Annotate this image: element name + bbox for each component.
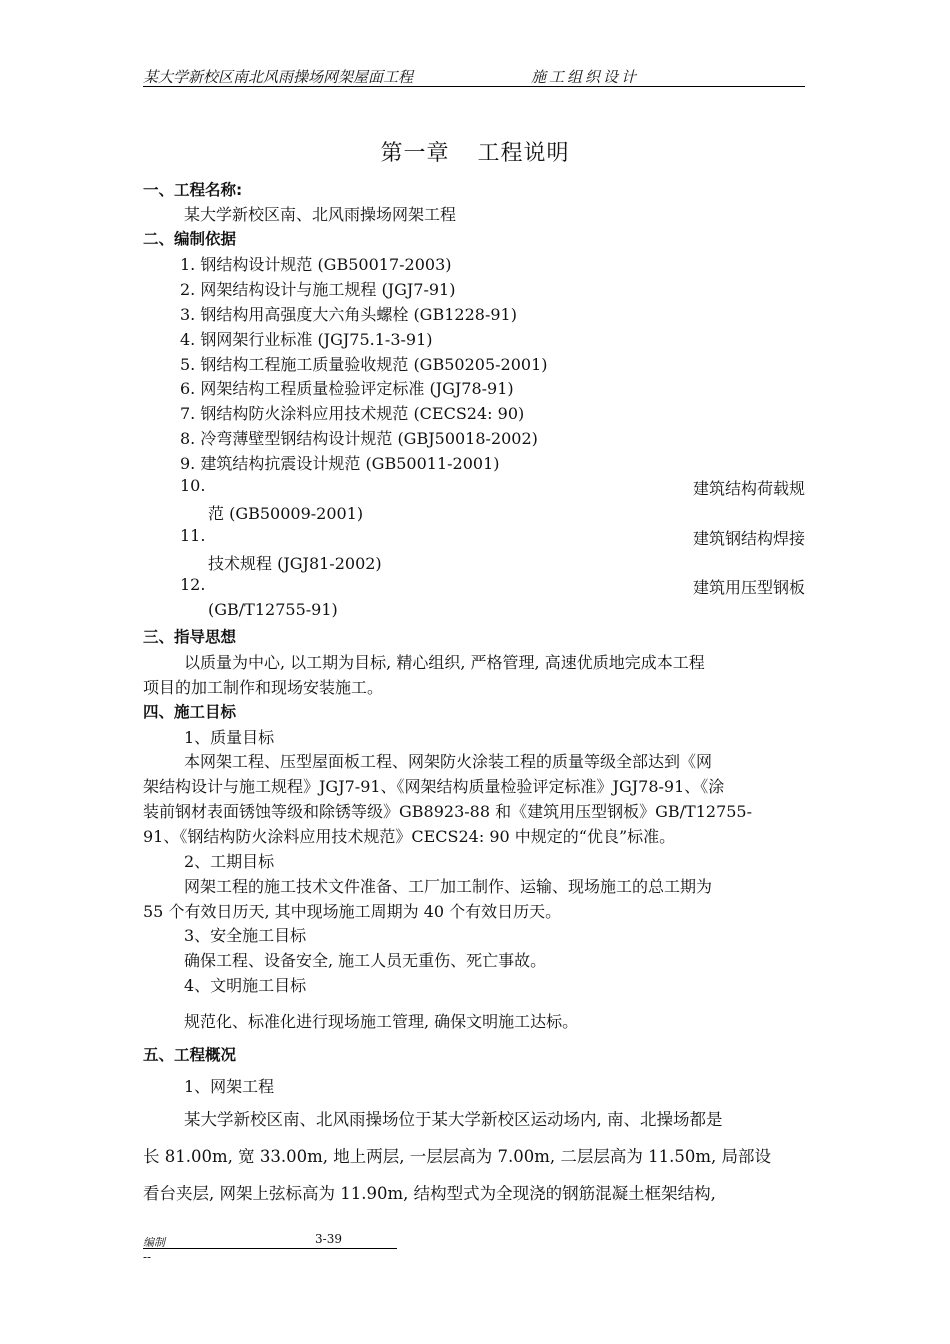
schedule-goal-line2: 55 个有效日历天, 其中现场施工周期为 40 个有效日历天。 xyxy=(143,902,562,921)
basis-item: 5. 钢结构工程施工质量验收规范 (GB50205-2001) xyxy=(180,355,548,374)
basis-item-11-number: 11. xyxy=(180,526,206,545)
basis-item-11-text: 建筑钢结构焊接 xyxy=(692,529,805,548)
page-header xyxy=(143,64,805,87)
overview-line1: 某大学新校区南、北风雨操场位于某大学新校区运动场内, 南、北操场都是 xyxy=(184,1110,723,1129)
basis-item: 3. 钢结构用高强度大六角头螺栓 (GB1228-91) xyxy=(180,305,517,324)
basis-item: 6. 网架结构工程质量检验评定标准 (JGJ78-91) xyxy=(180,379,514,398)
safety-goal-line1: 确保工程、设备安全, 施工人员无重伤、死亡事故。 xyxy=(184,951,547,970)
basis-item-10-text: 建筑结构荷载规 xyxy=(692,479,805,498)
basis-item-11-cont: 技术规程 (JGJ81-2002) xyxy=(208,554,382,573)
quality-goal-line3: 装前钢材表面锈蚀等级和除锈等级》GB8923-88 和《建筑用压型钢板》GB/T12755- xyxy=(143,802,753,821)
basis-item: 4. 钢网架行业标准 (JGJ75.1-3-91) xyxy=(180,330,433,349)
basis-item-12-cont: (GB/T12755-91) xyxy=(208,600,338,619)
section-heading-goals: 四、施工目标 xyxy=(143,703,237,721)
safety-goal-title: 3、安全施工目标 xyxy=(184,926,307,945)
quality-goal-line1: 本网架工程、压型屋面板工程、网架防火涂装工程的质量等级全部达到《网 xyxy=(184,752,713,771)
basis-item-12-number: 12. xyxy=(180,575,206,594)
civil-goal-title: 4、文明施工目标 xyxy=(184,976,307,995)
basis-item: 8. 冷弯薄壁型钢结构设计规范 (GBJ50018-2002) xyxy=(180,429,538,448)
basis-item-10-number: 10. xyxy=(180,476,206,495)
quality-goal-title: 1、质量目标 xyxy=(184,728,275,747)
footer-dash: -- xyxy=(143,1250,152,1264)
schedule-goal-title: 2、工期目标 xyxy=(184,852,275,871)
basis-item-10-cont: 范 (GB50009-2001) xyxy=(208,504,364,523)
header-project-title: 某大学新校区南北风雨操场网架屋面工程 xyxy=(143,68,414,86)
basis-item: 7. 钢结构防火涂料应用技术规范 (CECS24: 90) xyxy=(180,404,525,423)
guiding-text-line1: 以质量为中心, 以工期为目标, 精心组织, 严格管理, 高速优质地完成本工程 xyxy=(184,653,705,672)
section-heading-overview: 五、工程概况 xyxy=(143,1046,237,1064)
chapter-number: 第一章 xyxy=(380,141,450,166)
quality-goal-line4: 91、《钢结构防火涂料应用技术规范》CECS24: 90 中规定的“优良”标准。 xyxy=(143,827,676,846)
basis-item-12-text: 建筑用压型钢板 xyxy=(692,578,805,597)
civil-goal-line1: 规范化、标准化进行现场施工管理, 确保文明施工达标。 xyxy=(184,1012,579,1031)
header-doc-title: 施工组织设计 xyxy=(531,68,640,86)
page-number: 3-39 xyxy=(315,1232,342,1246)
overview-line3: 看台夹层, 网架上弦标高为 11.90m, 结构型式为全现浇的钢筋混凝土框架结构, xyxy=(143,1184,716,1203)
schedule-goal-line1: 网架工程的施工技术文件准备、工厂加工制作、运输、现场施工的总工期为 xyxy=(184,877,713,896)
guiding-text-line2: 项目的加工制作和现场安装施工。 xyxy=(143,678,384,697)
basis-item: 1. 钢结构设计规范 (GB50017-2003) xyxy=(180,255,452,274)
basis-item: 9. 建筑结构抗震设计规范 (GB50011-2001) xyxy=(180,454,500,473)
section-heading-basis: 二、编制依据 xyxy=(143,230,237,248)
chapter-title xyxy=(0,136,950,167)
overview-line2: 长 81.00m, 宽 33.00m, 地上两层, 一层层高为 7.00m, 二层层高为 11.50m, 局部设 xyxy=(143,1147,771,1166)
section-heading-name: 一、工程名称: xyxy=(143,181,243,199)
overview-sub-title: 1、网架工程 xyxy=(184,1077,275,1096)
quality-goal-line2: 架结构设计与施工规程》JGJ7-91、《网架结构质量检验评定标准》JGJ78-91、《涂 xyxy=(143,777,725,796)
section-heading-guiding: 三、指导思想 xyxy=(143,628,237,646)
project-name: 某大学新校区南、北风雨操场网架工程 xyxy=(184,205,457,224)
chapter-name: 工程说明 xyxy=(477,141,570,166)
footer-editor-label: 编制 xyxy=(143,1236,165,1249)
page-footer xyxy=(143,1232,397,1249)
basis-item: 2. 网架结构设计与施工规程 (JGJ7-91) xyxy=(180,280,456,299)
